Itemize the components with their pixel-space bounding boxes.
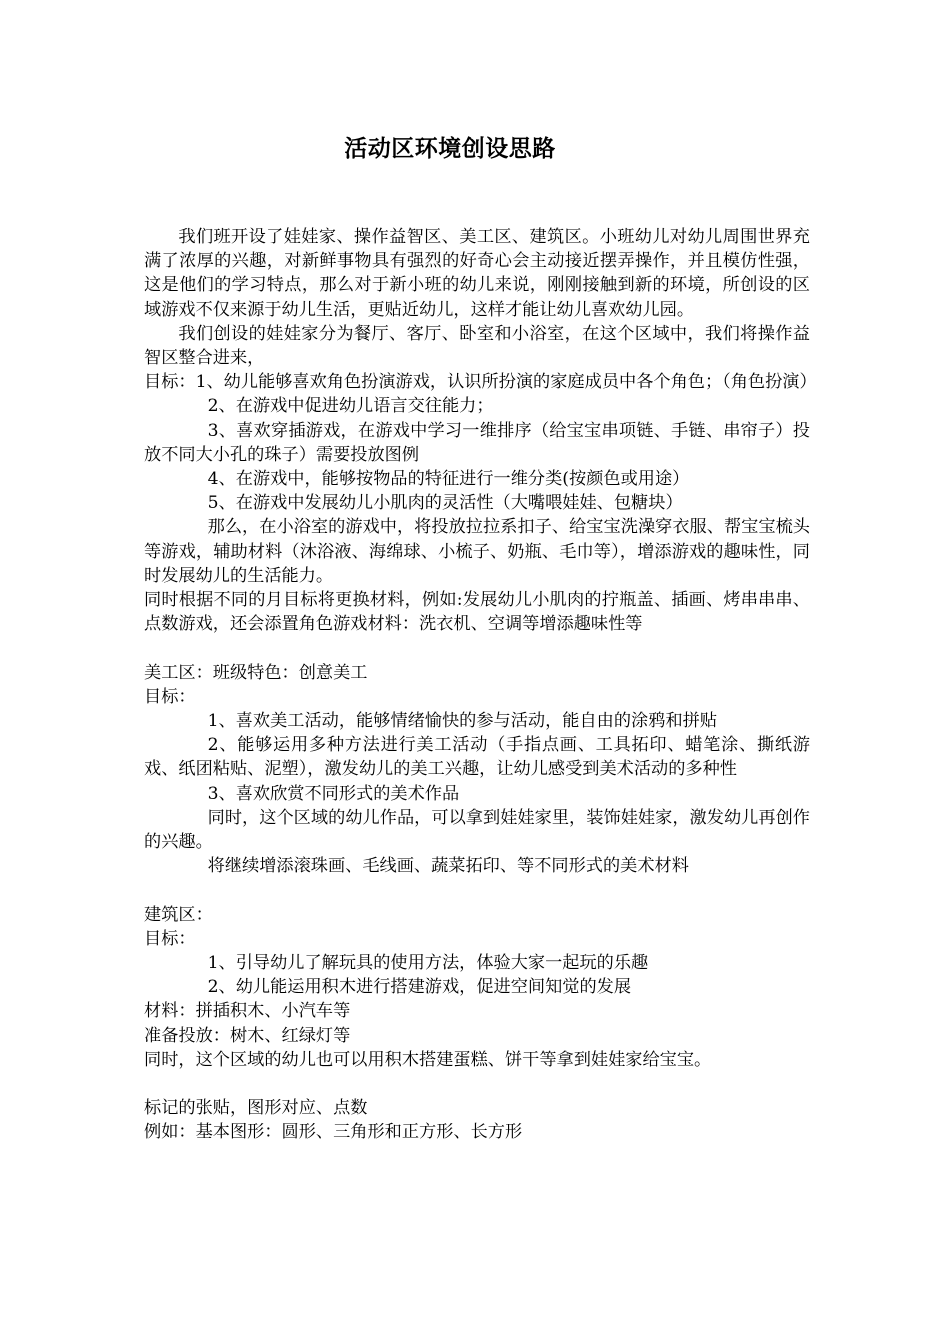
blank-line (144, 636, 810, 660)
art-area-goal-2: 2、能够运用多种方法进行美工活动（手指点画、工具拓印、蜡笔涂、撕纸游戏、纸团粘贴、泥塑），激发幼儿的美工兴趣，让幼儿感受到美术活动的多种性 (144, 735, 810, 780)
doll-house-paragraph: 我们创设的娃娃家分为餐厅、客厅、卧室和小浴室，在这个区域中，我们将操作益智区整合进来， (144, 323, 810, 369)
building-area-heading: 建筑区： (144, 904, 213, 925)
doll-house-goal-4: 4、在游戏中，能够按物品的特征进行一维分类(按颜色或用途） (207, 469, 690, 490)
labels-paragraph: 标记的张贴，图形对应、点数 (144, 1098, 368, 1119)
blank-line (144, 1072, 810, 1096)
building-area-materials: 材料：拼插积木、小汽车等 (144, 1001, 351, 1022)
doll-house-goal-2: 2、在游戏中促进幼儿语言交往能力； (207, 396, 494, 417)
blank-line (144, 878, 810, 902)
art-area-note-2: 将继续增添滚珠画、毛线画、蔬菜拓印、等不同形式的美术材料 (207, 856, 689, 877)
art-area-heading: 美工区：班级特色：创意美工 (144, 662, 368, 683)
building-area-goals-label: 目标： (144, 928, 196, 949)
doll-house-goal-1: 目标：1、幼儿能够喜欢角色扮演游戏，认识所扮演的家庭成员中各个角色；（角色扮演） (144, 372, 817, 393)
art-area-goal-3: 3、喜欢欣赏不同形式的美术作品 (207, 783, 460, 804)
art-area-note-1: 同时，这个区域的幼儿作品，可以拿到娃娃家里，装饰娃娃家，激发幼儿再创作的兴趣。 (144, 807, 810, 853)
document-title: 活动区环境创设思路 (344, 135, 556, 162)
doll-house-goal-5: 5、在游戏中发展幼儿小肌肉的灵活性（大嘴喂娃娃、包糖块） (207, 493, 683, 514)
document-body (144, 225, 817, 1145)
building-area-goal-1: 1、引导幼儿了解玩具的使用方法，体验大家一起玩的乐趣 (207, 953, 649, 974)
building-area-planned: 准备投放：树木、红绿灯等 (144, 1025, 351, 1046)
doll-house-goal-3: 3、喜欢穿插游戏，在游戏中学习一维排序（给宝宝串项链、手链、串帘子）投放不同大小孔的珠子）需要投放图例 (144, 420, 810, 465)
art-area-goals-label: 目标： (144, 686, 196, 707)
building-area-goal-2: 2、幼儿能运用积木进行搭建游戏，促进空间知觉的发展 (207, 977, 632, 998)
art-area-goal-1: 1、喜欢美工活动，能够情绪愉快的参与活动，能自由的涂鸦和拼贴 (207, 711, 718, 732)
monthly-materials-paragraph: 同时根据不同的月目标将更换材料，例如:发展幼儿小肌肉的拧瓶盖、插画、烤串串串、点数游戏，还会添置角色游戏材料：洗衣机、空调等增添趣味性等 (144, 590, 810, 635)
intro-paragraph: 我们班开设了娃娃家、操作益智区、美工区、建筑区。小班幼儿对幼儿周围世界充满了浓厚的兴趣，对新鲜事物具有强烈的好奇心会主动接近摆弄操作，并且模仿性强，这是他们的学习特点，那么对于新小班的幼儿来说，刚刚接触到新的环境，所创设的区域游戏不仅来源于幼儿生活，更贴近幼儿，这样才能让幼儿喜欢幼儿园。 (144, 227, 810, 320)
shapes-example-paragraph: 例如：基本图形：圆形、三角形和正方形、长方形 (144, 1122, 523, 1143)
building-area-note: 同时，这个区域的幼儿也可以用积木搭建蛋糕、饼干等拿到娃娃家给宝宝。 (144, 1049, 712, 1070)
bathroom-paragraph: 那么，在小浴室的游戏中，将投放拉拉系扣子、给宝宝洗澡穿衣服、帮宝宝梳头等游戏，辅助材料（沐浴液、海绵球、小梳子、奶瓶、毛巾等），增添游戏的趣味性，同时发展幼儿的生活能力。 (144, 517, 810, 586)
